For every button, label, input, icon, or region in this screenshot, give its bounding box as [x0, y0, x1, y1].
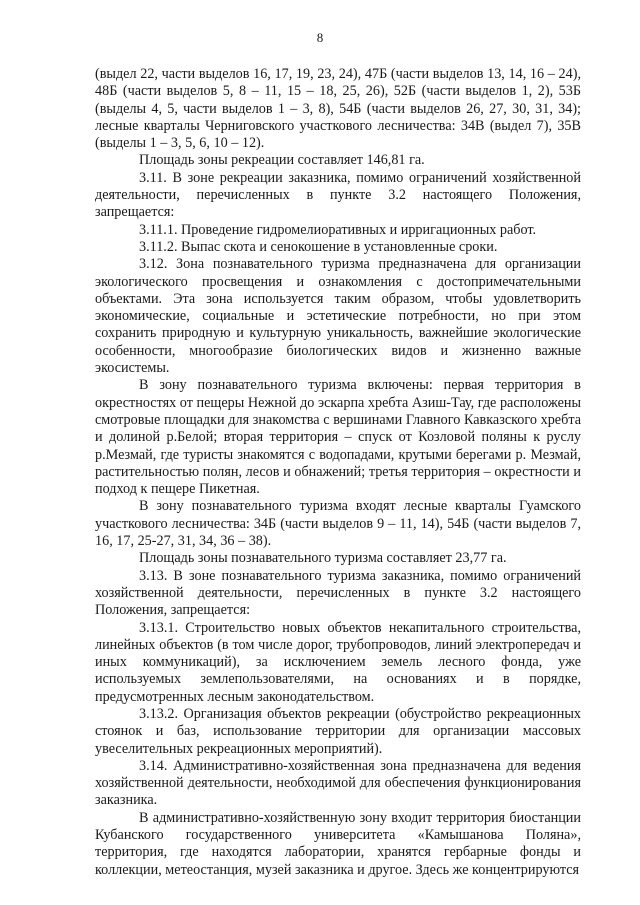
- paragraph: В зону познавательного туризма включены: первая территория в окрестностях от пещеры Нежной до эскарпа хребта Азиш-Тау, где расположены смотровые площадки для знакомства с вершинами Главного Кавказского хребта и долиной р.Белой; вторая территория – спуск от Козловой поляны к руслу р.Мезмай, где туристы знакомятся с водопадами, крутыми берегами р. Мезмай, растительностью полян, лесов и обнажений; третья территория – окрестности и подход к пещере Пикетная.: [95, 377, 581, 498]
- paragraph: 3.11. В зоне рекреации заказника, помимо ограничений хозяйственной деятельности, перечисленных в пункте 3.2 настоящего Положения, запрещается:: [95, 169, 581, 221]
- paragraph: 3.13.2. Организация объектов рекреации (обустройство рекреационных стоянок и баз, использование территории для организации массовых увеселительных рекреационных мероприятий).: [95, 705, 581, 757]
- paragraph: 3.13.1. Строительство новых объектов некапитального строительства, линейных объектов (в том числе дорог, трубопроводов, линий электропередач и иных коммуникаций), за исключением земель лесного фонда, уже используемых землепользователями, на основаниях и в порядке, предусмотренных лесным законодательством.: [95, 619, 581, 705]
- paragraph: 3.11.2. Выпас скота и сенокошение в установленные сроки.: [139, 238, 498, 255]
- paragraph: Площадь зоны познавательного туризма составляет 23,77 га.: [139, 550, 507, 567]
- paragraph: 3.11.1. Проведение гидромелиоративных и ирригационных работ.: [139, 221, 537, 238]
- paragraph: 3.12. Зона познавательного туризма предназначена для организации экологического просвещения и ознакомления с достопримечательными объектами. Эта зона используется таким образом, чтобы удовлетворить экономические, социальные и эстетические потребности, но при этом сохранить природную и культурную уникальность, важнейшие экологические особенности, многообразие биологических видов и жизненно важные экосистемы.: [95, 256, 581, 377]
- paragraph: 3.13. В зоне познавательного туризма заказника, помимо ограничений хозяйственной деятельности, перечисленных в пункте 3.2 настоящего Положения, запрещается:: [95, 567, 581, 619]
- paragraph: В административно-хозяйственную зону входит территория биостанции Кубанского государственного университета «Камышанова Поляна», территория, где находятся лаборатории, хранятся гербарные фонды и коллекции, метеостанция, музей заказника и другое. Здесь же концентрируются: [95, 809, 581, 878]
- paragraph: В зону познавательного туризма входят лесные кварталы Гуамского участкового лесничества: 34Б (части выделов 9 – 11, 14), 54Б (части выделов 7, 16, 17, 25-27, 31, 34, 36 – 38).: [95, 498, 581, 550]
- document-body: [95, 66, 581, 879]
- paragraph: 3.14. Административно-хозяйственная зона предназначена для ведения хозяйственной деятельности, необходимой для обеспечения функционирования заказника.: [95, 757, 581, 809]
- paragraph: Площадь зоны рекреации составляет 146,81 га.: [139, 152, 425, 169]
- paragraph: (выдел 22, части выделов 16, 17, 19, 23, 24), 47Б (части выделов 13, 14, 16 – 24), 48Б (части выделов 5, 8 – 11, 15 – 18, 25, 26), 52Б (части выделов 1, 2), 53Б (выделы 4, 5, части выделов 1 – 3, 8), 54Б (части выделов 26, 27, 30, 31, 34); лесные кварталы Черниговского участкового лесничества: 34В (выдел 7), 35В (выделы 1 – 3, 5, 6, 10 – 12).: [95, 66, 581, 152]
- page-number: 8: [316, 30, 324, 45]
